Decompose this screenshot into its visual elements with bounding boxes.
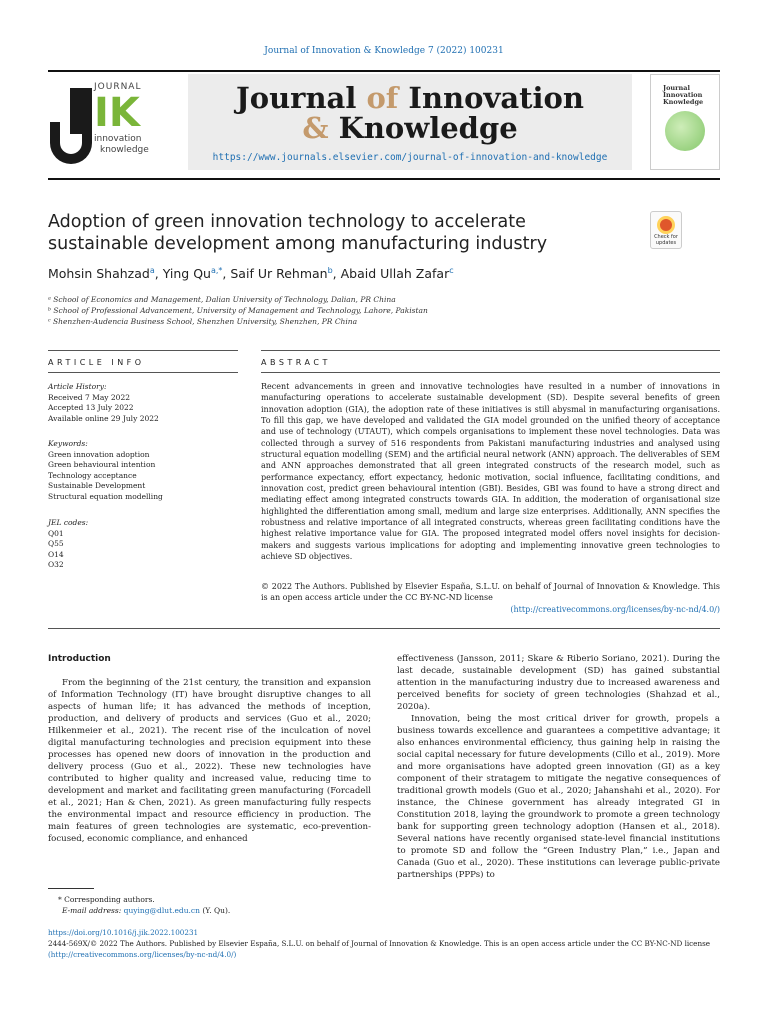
keyword-item: Technology acceptance	[48, 470, 137, 480]
corresponding-author-note: * Corresponding authors.	[58, 895, 155, 904]
logo-word-knowledge: knowledge	[100, 145, 149, 155]
author-affil-mark[interactable]: c	[449, 266, 454, 275]
logo-ik-letters: IK	[94, 90, 140, 136]
abstract-rule-top	[261, 350, 720, 351]
email-owner: (Y. Qu).	[202, 905, 231, 915]
history-item: Accepted 13 July 2022	[48, 403, 134, 413]
author-affil-mark[interactable]: b	[327, 266, 333, 275]
keyword-item: Green innovation adoption	[48, 449, 150, 459]
author-sep: ,	[332, 266, 341, 282]
author-name[interactable]: Abaid Ullah Zafar	[340, 266, 450, 282]
keyword-item: Structural equation modelling	[48, 491, 163, 501]
author-name[interactable]: Saif Ur Rehman	[230, 266, 328, 282]
abstract-end-rule	[48, 628, 720, 629]
jel-heading: JEL codes:	[48, 518, 89, 527]
journal-logo	[48, 78, 166, 170]
author-sep: ,	[154, 266, 163, 282]
journal-cover-thumbnail	[650, 74, 720, 170]
abstract-label: ABSTRACT	[261, 358, 331, 367]
jel-item: O32	[48, 560, 64, 570]
body-paragraph: From the beginning of the 21st century, the transition and expansion of Information Technology (IT) have brought disruptive changes to all aspects of human life; it has advanced the methods of inception, production, and delivery of products and services (Guo et al., 2020; Hilkenmeier et al., 2021). The recent rise of the inculcation of novel digital manufacturing technologies and precision equipment into these processes has opened new doors of innovation in the production and delivery process (Guo et al., 2022). These new technologies have contributed to higher quality and increased value, reducing time to development and market and facilitating green manufacturing (Forcadell et al., 2021; Han & Chen, 2021). As green manufacturing fully respects the environmental impact and resource efficiency in production. The main features of green technologies are systematic, eco-prevention-focused, economic compliance, and enhanced	[48, 678, 371, 844]
journal-homepage-link[interactable]: https://www.journals.elsevier.com/journal-of-innovation-and-knowledge	[212, 152, 608, 163]
affiliation-item: ᵇ School of Professional Advancement, University of Management and Technology, Lahore, Pakistan	[48, 306, 428, 315]
check-for-updates-button[interactable]	[650, 211, 682, 249]
abstract-rule-bottom	[261, 372, 720, 373]
article-info-label: ARTICLE INFO	[48, 358, 145, 367]
affiliation-item: ᶜ Shenzhen-Audencia Business School, Shenzhen University, Shenzhen, PR China	[48, 317, 358, 326]
footnote-rule	[48, 888, 94, 889]
check-updates-icon	[657, 216, 675, 234]
body-paragraph: Innovation, being the most critical driver for growth, propels a business towards excellence and guarantees a competitive advantage; it also enhances environmental efficiency, thus gaining help in raising the social capital necessary for future developments (Cillo et al., 2019). More and more organisations have adopted green innovation (GI) as a key component of their stratagem to mitigate the negative consequences of traditional growth models (Guo et al., 2020; Jahanshahi et al., 2020). For instance, the Chinese government has already integrated GI in Constitution 2018, laying the groundwork to promote a green technology bank for supporting green technology adoption (Hansen et al., 2018). Several nations have recently organised state-level financial institutions to promote SD and follow the “Green Industry Plan,” i.e., Japan and Canada (Guo et al., 2020). These institutions can leverage public-private partnerships (PPPs) to	[397, 714, 720, 880]
jel-item: Q55	[48, 539, 64, 549]
affiliation-item: ᵃ School of Economics and Management, Dalian University of Technology, Dalian, PR China	[48, 295, 396, 304]
body-right-column	[397, 653, 720, 881]
keywords-heading: Keywords:	[48, 439, 88, 448]
author-sep: ,	[222, 266, 231, 282]
jel-codes	[48, 518, 238, 571]
journal-title-line1: Journal of Innovation	[236, 81, 584, 115]
article-footer	[48, 927, 720, 960]
article-info-rule-bottom	[48, 372, 238, 373]
abstract-text: Recent advancements in green and innovative technologies have resulted in a number of innovations in manufacturing operations to accelerate sustainable development (SD). Despite several benefits of green innovation adoption (GIA), the adoption rate of these initiatives is still abysmal in manufacturing organisations. To fill this gap, we have developed and validated the GIA model grounded on the unified theory of acceptance and use of technology (UTAUT), which compels organisations to implement these novel technologies. Data was collected through a survey of 516 respondents from Pakistani manufacturing industries and analysed using structural equation modelling (SEM) and the artificial neural network (ANN) approach. The deliverables of SEM and ANN approaches demonstrated that all green integrated constructs of the research model, such as performance expectancy, effort expectancy, hedonic motivation, social influence, facilitating conditions, and innovation cost, predict green behavioural intention (GBI). Besides, GBI was found to have a strong direct and mediating effect among integrated constructs towards GIA. In addition, the moderation of organisational size highlighted the differentiation among small, medium and large size enterprises. Additionally, ANN specifies the robustness and relative importance of all integrated constructs, whereas green facilitating conditions have the highest relative importance value for GIA. The proposed integrated model offers novel insights for decision-makers and suggests various implications for adopting and implementing innovative green technologies to achieve SD objectives.	[261, 382, 720, 562]
keywords	[48, 439, 238, 503]
article-history	[48, 382, 238, 424]
article-title: Adoption of green innovation technology to accelerate sustainable development among manufacturing industry	[48, 212, 548, 254]
logo-word-journal: JOURNAL	[94, 82, 142, 92]
footer-license-link[interactable]: (http://creativecommons.org/licenses/by-nc-nd/4.0/)	[48, 950, 237, 959]
body-left-column	[48, 677, 371, 845]
author-name[interactable]: Mohsin Shahzad	[48, 266, 150, 282]
keyword-item: Sustainable Development	[48, 481, 146, 491]
article-info-rule-top	[48, 350, 238, 351]
doi-link[interactable]: https://doi.org/10.1016/j.jik.2022.100231	[48, 928, 199, 937]
body-paragraph: effectiveness (Jansson, 2011; Skare & Riberio Soriano, 2021). During the last decade, sustainable development (SD) has gained substantial attention in the manufacturing industry due to increased awareness and perceived benefits for society of green technologies (Shahzad et al., 2020a).	[397, 654, 720, 712]
jel-item: O14	[48, 549, 64, 559]
journal-citation[interactable]: Journal of Innovation & Knowledge 7 (2022) 100231	[264, 46, 504, 56]
cover-title: Journal Innovation Knowledge	[663, 84, 704, 106]
logo-j-hook	[50, 122, 92, 164]
journal-title-line2: & Knowledge	[302, 111, 518, 145]
introduction-heading: Introduction	[48, 654, 111, 664]
affiliations	[48, 294, 428, 327]
footnotes	[48, 895, 378, 916]
email-note	[48, 906, 378, 917]
issn-copyright: 2444-569X/© 2022 The Authors. Published by Elsevier España, S.L.U. on behalf of Journal of Innovation & Knowledge. This is an open access article under the CC BY-NC-ND license	[48, 939, 711, 948]
history-heading: Article History:	[48, 382, 107, 391]
history-item: Received 7 May 2022	[48, 392, 130, 402]
masthead-top-rule	[48, 70, 720, 72]
cover-globe-image	[665, 111, 705, 151]
jel-item: Q01	[48, 528, 64, 538]
author-name[interactable]: Ying Qu	[162, 266, 211, 282]
author-affil-mark[interactable]: a,*	[210, 266, 223, 275]
author-affil-mark[interactable]: a	[149, 266, 155, 275]
author-list	[48, 266, 454, 281]
email-link[interactable]: quying@dlut.edu.cn	[123, 905, 200, 915]
abstract-copyright: © 2022 The Authors. Published by Elsevier España, S.L.U. on behalf of Journal of Innovation & Knowledge. This is an open access article under the CC BY-NC-ND license	[261, 582, 720, 603]
keyword-item: Green behavioural intention	[48, 460, 156, 470]
logo-word-innovation: innovation	[94, 134, 142, 144]
masthead-bottom-rule	[48, 178, 720, 180]
check-updates-label: Check for updates	[654, 234, 678, 246]
abstract-license-link[interactable]: (http://creativecommons.org/licenses/by-nc-nd/4.0/)	[510, 605, 720, 614]
history-item: Available online 29 July 2022	[48, 413, 159, 423]
email-label: E-mail address:	[62, 905, 122, 915]
